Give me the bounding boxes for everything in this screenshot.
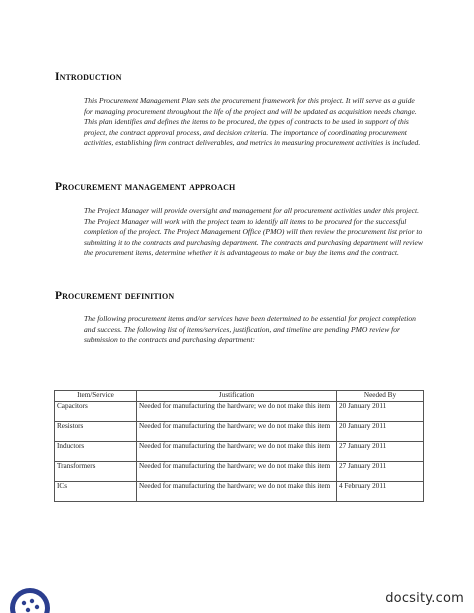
procurement-table <box>54 390 424 502</box>
item-cell: ICs <box>55 481 137 501</box>
item-cell: Transformers <box>55 461 137 481</box>
item-cell: Capacitors <box>55 401 137 421</box>
brand-text: docsity.com <box>385 591 464 606</box>
definition-text: The following procurement items and/or services have been determined to be essential for project completion and success. The following list of items/services, justification, and timeline are pending PMO review for submission to the contracts and purchasing department: <box>84 314 416 345</box>
table-row <box>55 441 424 461</box>
justification-cell: Needed for manufacturing the hardware; we do not make this item <box>137 481 337 501</box>
docsity-logo-icon <box>4 580 50 613</box>
table-row <box>55 401 424 421</box>
introduction-heading: Introduction <box>55 71 122 83</box>
approach-text: The Project Manager will provide oversight and management for all procurement activities under this project. The Project Manager will work with the project team to identify all items to be procured for the successful completion of the project. The Project Management Office (PMO) will then review the procurement list prior to submitting it to the contracts and purchasing department. The contracts and purchasing department will review the procurement items, determine whether it is advantageous to make or buy the items and the contract. <box>84 206 423 258</box>
definition-heading: Procurement definition <box>55 290 175 302</box>
header-item-service: Item/Service <box>55 391 137 402</box>
justification-cell: Needed for manufacturing the hardware; we do not make this item <box>137 421 337 441</box>
needed-by-cell: 27 January 2011 <box>337 441 424 461</box>
needed-by-cell: 4 February 2011 <box>337 481 424 501</box>
introduction-text: This Procurement Management Plan sets the procurement framework for this project. It will serve as a guide for managing procurement throughout the life of the project and will be updated as acquisition needs change. This plan identifies and defines the items to be procured, the types of contracts to be used in support of this project, the contract approval process, and decision criteria. The importance of coordinating procurement activities, establishing firm contract deliverables, and metrics in measuring procurement activities is included. <box>84 96 421 148</box>
table-row <box>55 461 424 481</box>
header-needed-by: Needed By <box>337 391 424 402</box>
item-cell: Resistors <box>55 421 137 441</box>
table-row <box>55 481 424 501</box>
needed-by-cell: 20 January 2011 <box>337 421 424 441</box>
justification-cell: Needed for manufacturing the hardware; we do not make this item <box>137 461 337 481</box>
item-cell: Inductors <box>55 441 137 461</box>
table-row <box>55 421 424 441</box>
justification-cell: Needed for manufacturing the hardware; we do not make this item <box>137 401 337 421</box>
header-justification: Justification <box>137 391 337 402</box>
approach-heading: Procurement management approach <box>55 181 236 193</box>
table-header-row <box>55 391 424 402</box>
needed-by-cell: 20 January 2011 <box>337 401 424 421</box>
justification-cell: Needed for manufacturing the hardware; we do not make this item <box>137 441 337 461</box>
needed-by-cell: 27 January 2011 <box>337 461 424 481</box>
